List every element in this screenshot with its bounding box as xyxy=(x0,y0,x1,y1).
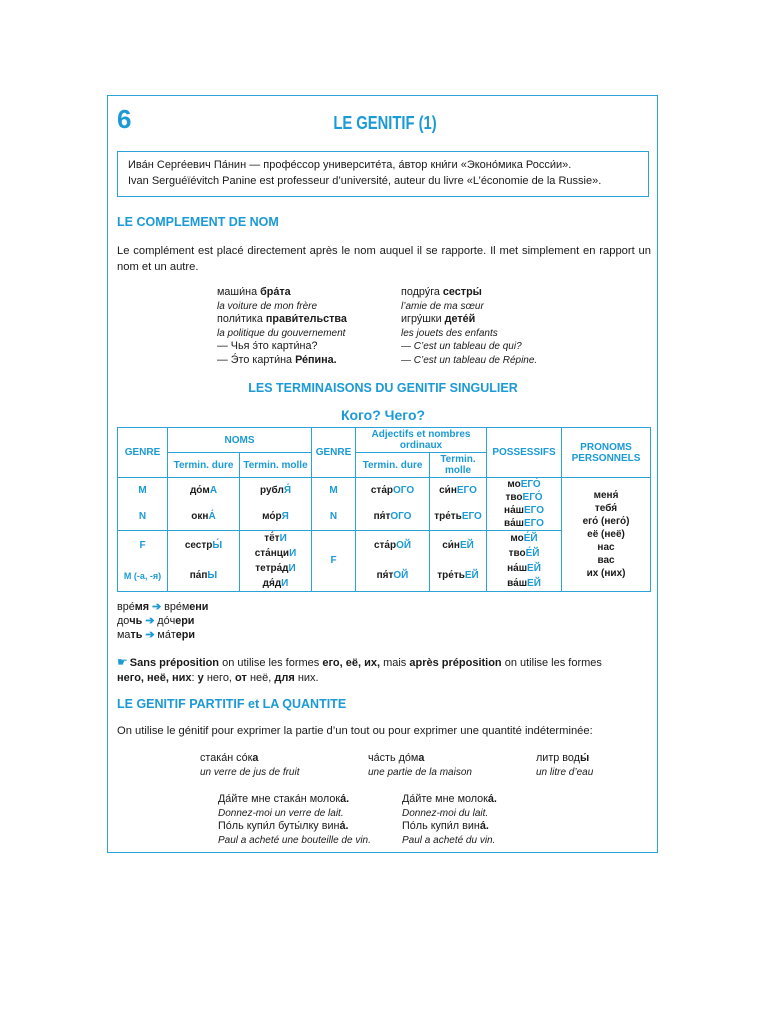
partitive-example xyxy=(200,752,360,779)
text-fragment: ЕЙ xyxy=(459,540,474,551)
header-noms: NOMS xyxy=(168,428,312,453)
text-fragment: on utilise les formes xyxy=(219,657,323,669)
text-fragment: дя́д xyxy=(262,577,282,589)
quantity-examples-left xyxy=(218,793,398,847)
irregular-nouns xyxy=(117,600,208,642)
example-ru xyxy=(401,313,581,327)
example-fr: l’amie de ma sœur xyxy=(401,300,484,312)
text-fragment: его, её, их, xyxy=(322,657,381,669)
cell-genre2-f xyxy=(312,531,355,591)
text-fragment: вас xyxy=(597,555,615,566)
text-fragment: меня́ xyxy=(593,490,619,501)
text-fragment: ЕГО xyxy=(523,504,544,516)
text-fragment: Ы xyxy=(207,570,218,581)
text-fragment: ОЙ xyxy=(393,570,409,581)
example-fr: la politique du gouvernement xyxy=(217,327,346,339)
cell-adj-dure-mn xyxy=(356,478,429,530)
text-fragment: си́н xyxy=(442,540,460,551)
question-heading: Кого? Чего? xyxy=(340,407,426,423)
text-fragment: неё, xyxy=(246,672,275,684)
text-fragment: Ы́ xyxy=(212,540,223,551)
text-fragment: маши́на xyxy=(217,286,261,298)
text-fragment: пя́т xyxy=(376,570,394,581)
text-fragment: ОЙ xyxy=(396,540,412,551)
text-fragment: ери xyxy=(175,629,196,641)
genre-label: N xyxy=(138,511,147,522)
text-fragment: тетра́д xyxy=(255,562,289,574)
text-fragment: бра́та xyxy=(260,286,291,298)
text-fragment: ва́ш xyxy=(504,517,524,529)
text-fragment: прави́тельства xyxy=(265,313,347,326)
text-fragment: па́п xyxy=(189,570,208,581)
text-fragment: M xyxy=(329,485,338,496)
text-fragment: мо xyxy=(510,532,524,544)
example-fr: les jouets des enfants xyxy=(401,327,498,339)
text-fragment: тво xyxy=(508,547,526,559)
text-fragment: подру́га xyxy=(401,286,443,298)
text-fragment: а́. xyxy=(340,793,350,805)
text-fragment: И xyxy=(279,532,287,544)
text-fragment: на́ш xyxy=(504,504,524,516)
text-fragment: до́ч xyxy=(157,615,176,627)
cell-poss-f xyxy=(487,531,561,591)
text-fragment: Donnez-moi du lait. xyxy=(402,807,489,819)
text-fragment: а xyxy=(252,752,259,764)
text-fragment: на́ш xyxy=(507,562,528,574)
section-title-terminaisons: LES TERMINAISONS DU GENITIF SINGULIER xyxy=(248,381,518,395)
pointing-hand-icon: ☛ xyxy=(117,655,128,669)
cell-adj-molle-f xyxy=(430,531,486,591)
text-fragment: него, xyxy=(203,672,236,684)
text-fragment: вре́м xyxy=(164,601,190,613)
text-fragment: Paul a acheté une bouteille de vin. xyxy=(218,834,371,846)
text-fragment: ери xyxy=(175,615,195,627)
section3-paragraph: On utilise le génitif pour exprimer la partie d’un tout ou pour exprimer une quantité indéterminée: xyxy=(117,725,593,737)
header-pronoms: PRONOMS PERSONNELS xyxy=(562,428,651,478)
text-fragment: — Э́то карти́на xyxy=(217,353,296,366)
text-fragment: ЕГО xyxy=(523,517,544,529)
text-fragment: нас xyxy=(597,542,615,553)
text-fragment: И xyxy=(289,547,297,559)
text-fragment: А́ xyxy=(208,511,216,522)
header-adj-dure: Termin. dure xyxy=(356,453,430,478)
text-fragment: до xyxy=(117,615,130,627)
text-fragment: до́м xyxy=(189,485,210,496)
text-fragment: — Чья э́то карти́на? xyxy=(217,340,318,353)
text-fragment: mais xyxy=(380,657,410,669)
text-fragment: ть xyxy=(130,629,143,641)
header-adjectifs: Adjectifs et nombres ordinaux xyxy=(356,428,487,453)
text-fragment: мя xyxy=(134,601,150,613)
cell-adj-molle-mn xyxy=(430,478,486,530)
section-title-complement: LE COMPLEMENT DE NOM xyxy=(117,215,279,229)
text-fragment: вре́ xyxy=(117,601,135,613)
irregular-line xyxy=(117,614,208,628)
text-fragment: си́н xyxy=(439,485,457,496)
text-fragment: Ре́пина. xyxy=(295,353,337,366)
text-fragment: ста́нци xyxy=(254,547,290,559)
section-title-partitif: LE GENITIF PARTITIF et LA QUANTITE xyxy=(117,697,347,711)
chapter-number: 6 xyxy=(117,104,132,134)
examples-right xyxy=(401,286,581,368)
example-fr: — C’est un tableau de qui? xyxy=(401,341,522,353)
text-fragment: а xyxy=(418,752,425,764)
text-fragment: По́ль купи́л буты́лку вин xyxy=(218,820,340,833)
example-ru xyxy=(401,286,581,300)
irregular-line xyxy=(117,628,208,642)
text-fragment: игру́шки xyxy=(401,313,445,326)
genitive-endings-table xyxy=(117,427,651,592)
text-fragment: Donnez-moi un verre de lait. xyxy=(218,807,344,819)
text-fragment: ➔ xyxy=(145,615,155,627)
page-title: LE GENITIF (1) xyxy=(333,113,437,133)
example-fr: la voiture de mon frère xyxy=(217,300,318,312)
text-fragment: un litre d’eau xyxy=(536,766,594,778)
text-fragment: F xyxy=(139,540,146,551)
text-fragment: après préposition xyxy=(409,657,502,669)
text-fragment: И xyxy=(288,562,296,574)
text-fragment: мо́р xyxy=(262,511,282,522)
text-fragment: ЕЙ xyxy=(527,562,541,574)
cell-noms-dure-mn xyxy=(168,478,239,530)
text-fragment: N xyxy=(329,511,338,522)
text-fragment: от xyxy=(235,672,247,684)
text-fragment: их (них) xyxy=(586,568,626,579)
text-fragment: а́. xyxy=(479,820,489,833)
text-fragment: ы́ xyxy=(579,752,590,764)
text-fragment: ма xyxy=(117,629,131,641)
text-fragment: чь xyxy=(129,615,143,627)
text-fragment: on utilise les formes xyxy=(501,657,602,669)
cell-genre2-mn xyxy=(312,478,355,530)
text-fragment: ЕЙ xyxy=(527,577,541,589)
genre-label: M xyxy=(138,485,147,496)
text-fragment: сестры́ xyxy=(442,286,482,298)
example-fr: — C’est un tableau de Répine. xyxy=(401,354,538,366)
header-adj-molle: Termin. molle xyxy=(430,453,487,478)
text-fragment: ЕГО xyxy=(461,511,482,522)
text-fragment: стака́н со́к xyxy=(200,752,253,764)
example-ru xyxy=(217,354,397,368)
text-fragment: тебя́ xyxy=(594,503,618,514)
text-fragment: ЕГО́ xyxy=(520,478,541,490)
text-fragment: ста́р xyxy=(373,540,397,551)
partitive-example xyxy=(536,752,646,779)
cell-noms-molle-f xyxy=(240,531,311,591)
cell-genre-mn xyxy=(118,478,167,530)
text-fragment: Я xyxy=(281,511,289,522)
text-fragment: ЕЙ xyxy=(464,570,479,581)
text-fragment: рубл xyxy=(259,485,284,496)
text-fragment: а́. xyxy=(487,793,497,805)
text-fragment: И xyxy=(281,577,289,589)
text-fragment: ➔ xyxy=(145,629,155,641)
text-fragment: un verre de jus de fruit xyxy=(200,766,300,778)
examples-left xyxy=(217,286,397,368)
text-fragment: ени xyxy=(189,601,209,613)
text-fragment: её (неё) xyxy=(587,529,625,540)
text-fragment: ➔ xyxy=(152,601,162,613)
text-fragment: Да́йте мне стака́н молок xyxy=(218,793,341,805)
cell-noms-molle-mn xyxy=(240,478,311,530)
text-fragment: ва́ш xyxy=(507,577,528,589)
text-fragment: ЕГО xyxy=(456,485,477,496)
cell-pronoms xyxy=(562,483,650,587)
text-fragment: Paul a acheté du vin. xyxy=(402,834,496,846)
text-fragment: А xyxy=(209,485,218,496)
header-genre-2: GENRE xyxy=(312,428,356,478)
intro-box xyxy=(117,151,649,197)
text-fragment: Sans préposition xyxy=(129,657,220,669)
text-fragment: M (-а, -я) xyxy=(123,571,162,581)
cell-adj-dure-f xyxy=(356,531,429,591)
text-fragment: F xyxy=(330,555,337,566)
example-ru xyxy=(217,340,397,354)
intro-french: Ivan Serguéïévitch Panine est professeur d’université, auteur du livre «L’économie de la Russie». xyxy=(128,175,602,187)
text-fragment: литр вод xyxy=(536,752,580,764)
text-fragment: ОГО xyxy=(393,485,415,496)
text-fragment: une partie de la maison xyxy=(368,766,472,778)
example-ru xyxy=(217,286,397,300)
text-fragment: Е́Й xyxy=(525,547,540,559)
header-genre: GENRE xyxy=(118,428,168,478)
text-fragment: а́. xyxy=(339,820,349,833)
header-noms-molle: Termin. molle xyxy=(240,453,312,478)
text-fragment: пя́т xyxy=(373,511,391,522)
text-fragment: Да́йте мне молок xyxy=(402,793,488,805)
text-fragment: дете́й xyxy=(444,313,476,326)
cell-genre-f xyxy=(118,531,167,591)
text-fragment: у xyxy=(197,672,204,684)
text-fragment: ста́р xyxy=(370,485,394,496)
text-fragment: для xyxy=(274,672,295,684)
text-fragment: мо xyxy=(507,478,521,490)
header-possessifs: POSSESSIFS xyxy=(487,428,562,478)
text-fragment: По́ль купи́л вин xyxy=(402,820,480,833)
cell-poss-mn xyxy=(487,478,561,530)
text-fragment: Я́ xyxy=(283,485,291,496)
quantity-examples-right xyxy=(402,793,582,847)
text-fragment: них. xyxy=(294,672,319,684)
cell-noms-dure-f xyxy=(168,531,239,591)
irregular-line xyxy=(117,600,208,614)
text-fragment: поли́тика xyxy=(217,313,266,326)
text-fragment: тво xyxy=(505,491,523,503)
text-fragment: тё́т xyxy=(264,532,280,544)
text-fragment: него, неё, них xyxy=(117,672,192,684)
text-fragment: сестр xyxy=(184,540,213,551)
text-fragment: тре́ть xyxy=(434,511,462,522)
preposition-note xyxy=(117,655,657,686)
section1-paragraph: Le complément est placé directement après le nom auquel il se rapporte. Il met simplement en rapport un nom et un autre. xyxy=(117,245,651,273)
text-fragment: : xyxy=(191,672,198,684)
text-fragment: ЕГО́ xyxy=(522,491,543,503)
text-fragment: ча́сть до́м xyxy=(368,752,419,764)
text-fragment: его́ (него́) xyxy=(582,516,630,527)
text-fragment: ОГО xyxy=(390,511,412,522)
example-ru xyxy=(217,313,397,327)
header-noms-dure: Termin. dure xyxy=(168,453,240,478)
text-fragment: тре́ть xyxy=(437,570,465,581)
partitive-example xyxy=(368,752,528,779)
text-fragment: окн xyxy=(191,511,209,522)
text-fragment: ма́т xyxy=(157,629,176,641)
text-fragment: Е́Й xyxy=(523,532,538,544)
intro-russian: Ива́н Серге́евич Па́нин — профе́ссор университе́та, а́втор кни́ги «Эконо́мика Росси́и». xyxy=(128,159,572,171)
